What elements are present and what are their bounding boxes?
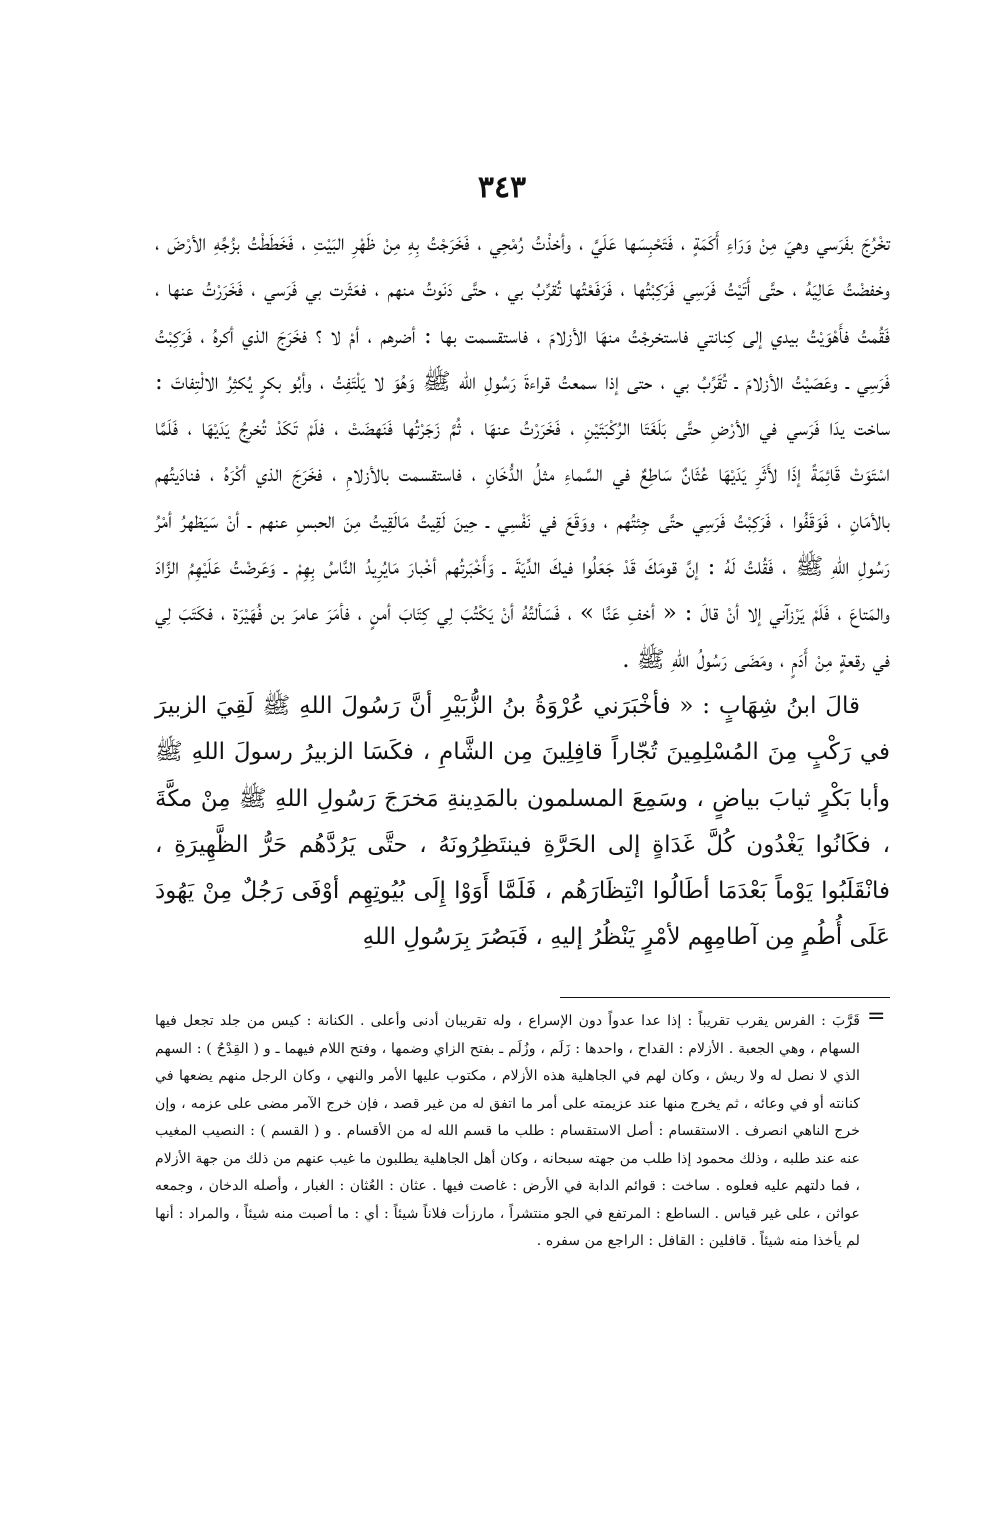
page-number: ٣٤٣ bbox=[477, 170, 527, 205]
main-text-body bbox=[155, 220, 890, 961]
footnotes bbox=[155, 1008, 860, 1256]
main-paragraph: تخْرُجَ بفَرَسي وهيَ مِنْ وَرَاءِ أَكَمَةٍ ، فَتَحْبِسَها عَلَيَّ ، وأخذْتُ رُمْحِي ، فَخَرَجْتُ بِهِ مِنْ ظَهْرِ البَيْتِ ، فَخَطَطْتُ بزُجِّهِ الأرْضَ ، وخفضْتُ عَالِيَهُ ، حتَّى أَتَيْتُ فَرَسِي فَرَكِبْتُها ، فَرَفَعْتُها تُقرِّبُ بي ، حتَّى دَنَوتُ منهم ، فعَثَرت بي فَرَسي ، فَخَرَرْتُ عنها ، فَقُمتُ فأَهْوَيْتُ بيدي إلى كِنانتي فاستخرجْتُ منهَا الأزلامَ ، فاستقسمت بها : أضرهم ، أمْ لا ؟ فخَرَجَ الذي أكرهُ ، فَرَكِبْتُ فَرَسِي ـ وعَصَيْتُ الأزلامَ ـ تُقَرِّبُ بي ، حتى إذا سمعتُ قراءةَ رَسُولِ الله ﷺ وَهُوَ لا يَلْتَفِتُ ، وأبُو بكرٍ يُكثِرُ الالْتِفاتَ : ساخت يدَا فَرَسي في الأرْضِ حتَّى بَلَغَتَا الرُكْبَتَيْنِ ، فَخَرَرْتُ عنهَا ، ثُمَّ زَجَرْتُها فَنَهضَتْ ، فلَمْ تَكَدْ تُخرِجُ يَدَيْهَا ، فَلَمَّا اسْتَوَتْ قَائِمَةً إذَا لأَثَرِ يَدَيْهَا عُثَانٌ سَاطِعٌ في السَّماءِ مثلُ الدُّخَانِ ، فاستقسمت بالأزلامِ ، فخَرَجَ الذي أكْرَهُ ، فنادَيتُهم بالأمَانِ ، فَوَقَفُوا ، فَرَكِبْتُ فَرَسِي حتَّى جِئتُهم ، ووَقَعَ في نَفْسِي ـ حِينَ لَقِيتُ مَالَقِيتُ مِنَ الحبسِ عنهم ـ أنْ سَيَظهرُ أمْرُ رَسُولِ اللهِ ﷺ ، فَقُلتُ لَهُ : إنَّ قومَكَ قَدْ جَعَلُوا فيكَ الدِّيَةَ ـ وَأَخْبَرتُهم أخْبارَ مَايُرِيدُ النَّاسُ بِهِمْ ـ وَعَرضْتُ عَلَيْهِمُ الزَّادَ والمَتاعَ ، فَلَمْ يَرْزآني إلا أنْ قالَ : « أخفِ عَنَّا » ، فَسَألتُهُ أنْ يَكْتُبَ لِي كِتَابَ أمنٍ ، فأمَرَ عامرَ بن فُهَيْرَة ، فكَتَبَ لِي في رقعةٍ مِنْ أَدَمٍ ، ومَضَى رَسُولُ اللهِ ﷺ . bbox=[155, 230, 891, 673]
footnote-text: قَرَّبَ : الفرس يقرب تقريباً : إذا عدا عدواً دون الإسراع ، وله تقريبان أدنى وأعلى . الكنانة : كيس من جلد تجعل فيها السهام ، وهي الجعبة . الأزلام : القداح ، واحدها : زَلَم ، وزُلَم ـ بفتح الزاي وضمها ، وفتح اللام فيهما ـ و ( القِدْحُ ) : السهم الذي لا نصل له ولا ريش ، وكان لهم في الجاهلية هذه الأزلام ، مكتوب عليها الأمر والنهي ، وكان الرجل منهم يضعها في كنانته أو في وعائه ، ثم يخرج منها عند عزيمته على أمر ما اتفق له من غير قصد ، فإن خرج الآمر مضى على عزمه ، وإن خرج الناهي انصرف . الاستقسام : أصل الاستقسام : طلب ما قسم الله له من الأقسام . و ( القسم ) : النصيب المغيب عنه عند طلبه ، وذلك محمود إذا طلب من جهته سبحانه ، وكان أهل الجاهلية يطلبون ما غيب عنهم من ذلك من جهة الأزلام ، فما دلتهم عليه فعلوه . ساخت : قوائم الدابة في الأرض : غاصت فيها . عثان : العُثان : الغبار ، وأصله الدخان ، وجمعه عواثن ، على غير قياس . الساطع : المرتفع في الجو منتشراً ، مارزأت فلاناً شيئاً : أي : ما أصبت منه شيئاً ، والمراد : أنها لم يأخذا منه شيئاً . قافلين : القافل : الراجع من سفره . bbox=[155, 1013, 860, 1249]
main-paragraph: قالَ ابنُ شِهَابٍ : « فأخْبَرَني عُرْوَةُ بنُ الزُّبَيْرِ أنَّ رَسُولَ اللهِ ﷺ لَقِيَ الزبيرَ في رَكْبٍ مِنَ المُسْلِمِينَ تُجّاراً قافِلِينَ مِن الشَّامِ ، فكَسَا الزبيرُ رسولَ اللهِ ﷺ وأبا بَكْرٍ ثيابَ بياضٍ ، وسَمِعَ المسلمون بالمَدِينةِ مَخرَجَ رَسُولِ اللهِ ﷺ مِنْ مكَّةَ ، فكَانُوا يَغْدُون كُلَّ غَدَاةٍ إلى الحَرَّةِ فينتَظِرُونَهُ ، حتَّى يَرُدَّهُم حَرُّ الظَّهِيرَةِ ، فانْقَلَبُوا يَوْماً بَعْدَمَا أطَالُوا انْتِظَارَهُم ، فَلَمَّا أَوَوْا إِلَى بُيُوتِهِم أوْفَى رَجُلٌ مِنْ يَهُودَ عَلَى أُطُمٍ مِن آطامِهِم لأمْرٍ يَنْظُرُ إليهِ ، فَبَصُرَ بِرَسُولِ اللهِ bbox=[155, 692, 891, 951]
footnote-divider bbox=[560, 997, 890, 998]
footnote-continuation-marker: = bbox=[867, 1004, 886, 1029]
